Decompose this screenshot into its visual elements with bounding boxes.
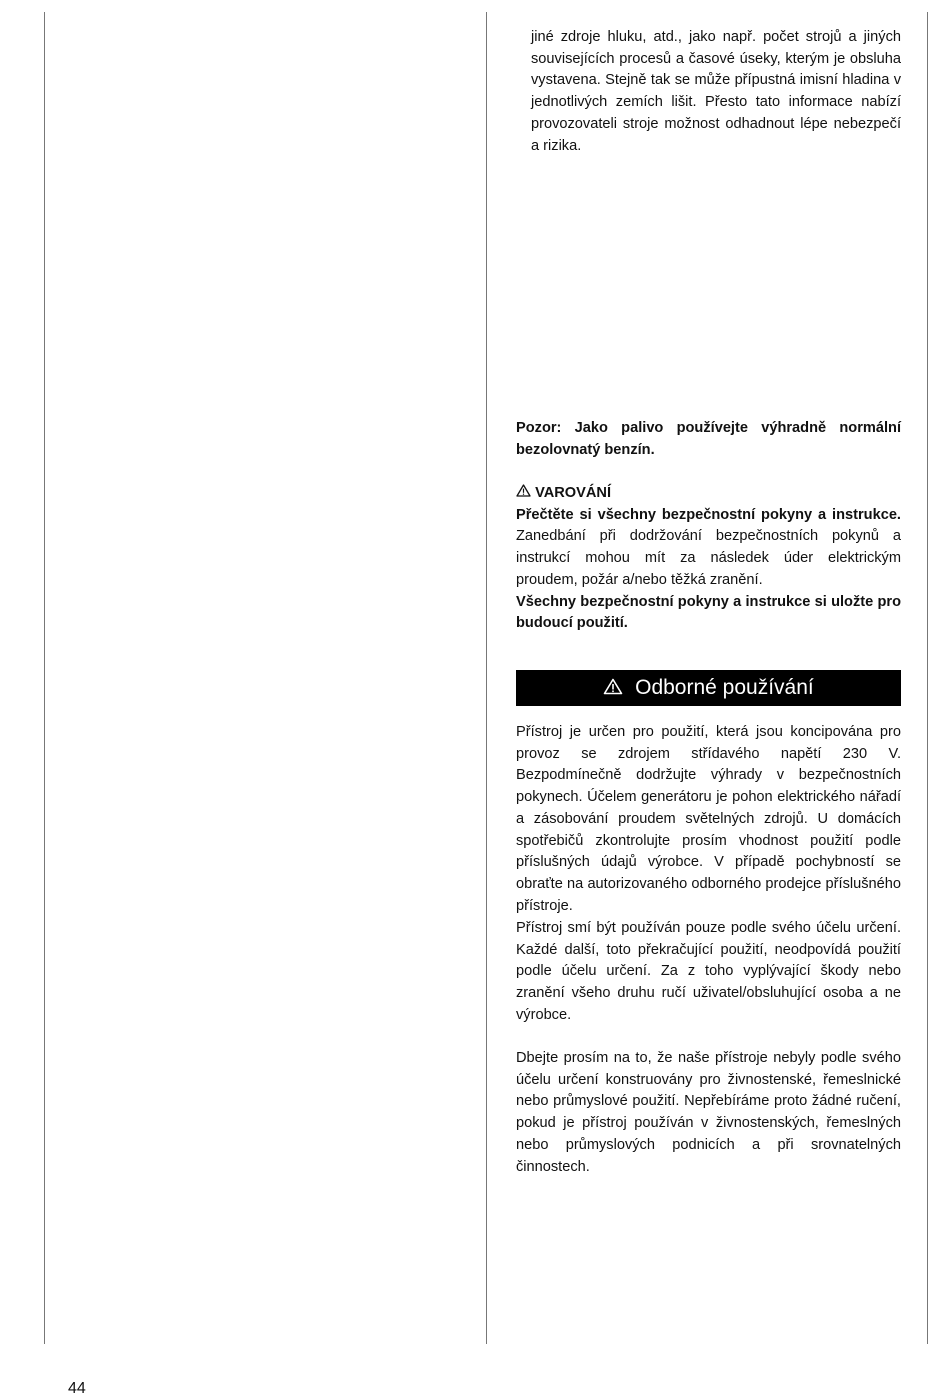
usage-block-3 — [516, 1048, 901, 1178]
section-header — [516, 670, 901, 706]
page-number: 44 — [68, 1380, 86, 1397]
warning-triangle-icon — [516, 483, 531, 505]
usage-block-2 — [516, 918, 901, 1027]
column-divider-line — [486, 12, 487, 1344]
noise-info-paragraph: jiné zdroje hluku, atd., jako např. počet strojů a jiných souvisejících procesů a časové úseky, kterým je obsluha vystavena. Stejně tak se může přípustná imisní hladina v jednotlivých zemích lišit. Přesto tato informace nabízí provozovateli stroje možnost odhadnout lépe nebezpečí a rizika. — [531, 29, 901, 154]
usage-block-1 — [516, 722, 901, 917]
warning-body: Zanedbání při dodržování bezpečnostních pokynů a instrukcí mohou mít za následek úder elektrickým proudem, požár a/nebo těžká zranění. — [516, 528, 901, 588]
fuel-notice — [516, 418, 901, 461]
warning-triangle-icon — [603, 670, 623, 706]
warning-title-line — [516, 483, 901, 505]
usage-paragraph: Dbejte prosím na to, že naše přístroje nebyly podle svého účelu určení konstruovány pro živnostenské, řemeslnické nebo průmyslové použití. Nepřebíráme proto žádné ručení, pokud je přístroj používán v živnostenských, řemeslných nebo průmyslových podnicích a při srovnatelných činnostech. — [516, 1050, 901, 1175]
left-border-line — [44, 12, 45, 1344]
usage-paragraph: Přístroj smí být používán pouze podle svého účelu určení. Každé další, toto překračující použití, neodpovídá použití podle účelu určení. Za z toho vyplývající škody nebo zranění všeho druhu ručí uživatel/obsluhující osoba a ne výrobce. — [516, 920, 901, 1023]
right-border-line — [927, 12, 928, 1344]
usage-paragraph: Přístroj je určen pro použití, která jsou koncipována pro provoz se zdrojem střídavého napětí 230 V. Bezpodmínečně dodržujte výhrady v bezpečnostních pokynech. Účelem generátoru je pohon elektrického nářadí a zásobování proudem světelných zdrojů. U domácích spotřebičů zkontrolujte prosím vhodnost použití podle příslušných údajů výrobce. V případě pochybností se obraťte na autorizovaného odborného prodejce příslušného přístroje. — [516, 724, 901, 914]
warning-closing: Všechny bezpečnostní pokyny a instrukce si uložte pro budoucí použití. — [516, 593, 901, 632]
noise-info-text — [531, 27, 901, 157]
warning-lead: Přečtěte si všechny bezpečnostní pokyny a instrukce. — [516, 506, 901, 523]
section-title: Odborné používání — [635, 676, 814, 699]
warning-text — [516, 505, 901, 592]
fuel-notice-text: Pozor: Jako palivo používejte výhradně normální bezolovnatý benzín. — [516, 420, 901, 458]
warning-block — [516, 483, 901, 635]
warning-title: VAROVÁNÍ — [535, 485, 612, 501]
